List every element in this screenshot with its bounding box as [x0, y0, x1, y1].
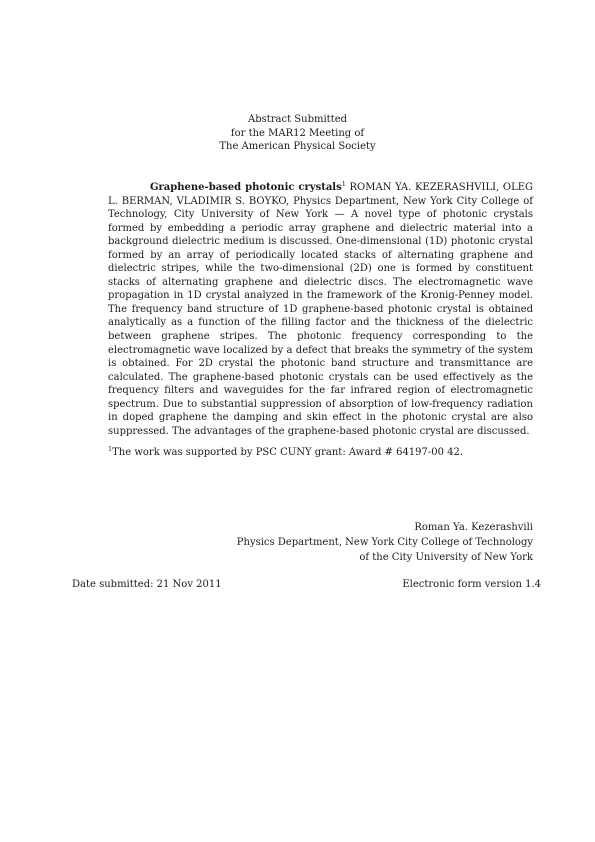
separator: —: [334, 209, 345, 221]
signature-block: [237, 520, 533, 565]
abstract-title: Graphene-based photonic crystals: [150, 182, 342, 193]
abstract-body: A novel type of photonic crystals formed by embedding a periodic array graphene and dielectric material into a background dielectric medium is discussed. One-dimensional (1D) photonic crystal formed by an array of periodically located stacks of alternating graphene and dielectric stripes, while the two-dimensional (2D) one is formed by constituent stacks of alternating graphene and dielectric discs. The electromagnetic wave propagation in 1D crystal analyzed in the framework of the Kronig-Penney model. The frequency band structure of 1D graphene-based photonic crystal is obtained analytically as a function of the filling factor and the thickness of the dielectric between graphene stripes. The photonic frequency corresponding to the electromagnetic wave localized by a defect that breaks the symmetry of the system is obtained. For 2D crystal the photonic band structure and transmittance are calculated. The graphene-based photonic crystals can be used effectively as the frequency filters and waveguides for the far infrared region of electromagnetic spectrum. Due to substantial suppression of absorption of low-frequency radiation in doped graphene the damping and skin effect in the photonic crystal are also suppressed. The advantages of the graphene-based photonic crystal are discussed.: [108, 209, 533, 437]
date-submitted: Date submitted: 21 Nov 2011: [72, 579, 222, 590]
footnote-text: The work was supported by PSC CUNY grant: Award # 64197-00 42.: [112, 447, 464, 458]
form-version: Electronic form version 1.4: [402, 579, 541, 590]
footnote-number: 1: [108, 445, 113, 453]
header-line-2: for the MAR12 Meeting of: [230, 127, 365, 139]
abstract-paragraph: [108, 181, 533, 438]
header-line-3: The American Physical Society: [219, 141, 376, 153]
submission-header: [0, 113, 595, 154]
signature-dept: Physics Department, New York City College of Technology: [236, 537, 533, 548]
footnote: [108, 446, 533, 459]
signature-name: Roman Ya. Kezerashvili: [414, 522, 533, 533]
authors: ROMAN YA. KEZERASHVILI, OLEG L. BERMAN, VLADIMIR S. BOYKO,: [108, 182, 533, 207]
signature-institution: of the City University of New York: [359, 552, 533, 563]
header-line-1: Abstract Submitted: [247, 114, 348, 125]
footnote-marker: 1: [341, 180, 346, 188]
affiliation: Physics Department, New York City College of Technology, City University of New York: [108, 195, 533, 221]
